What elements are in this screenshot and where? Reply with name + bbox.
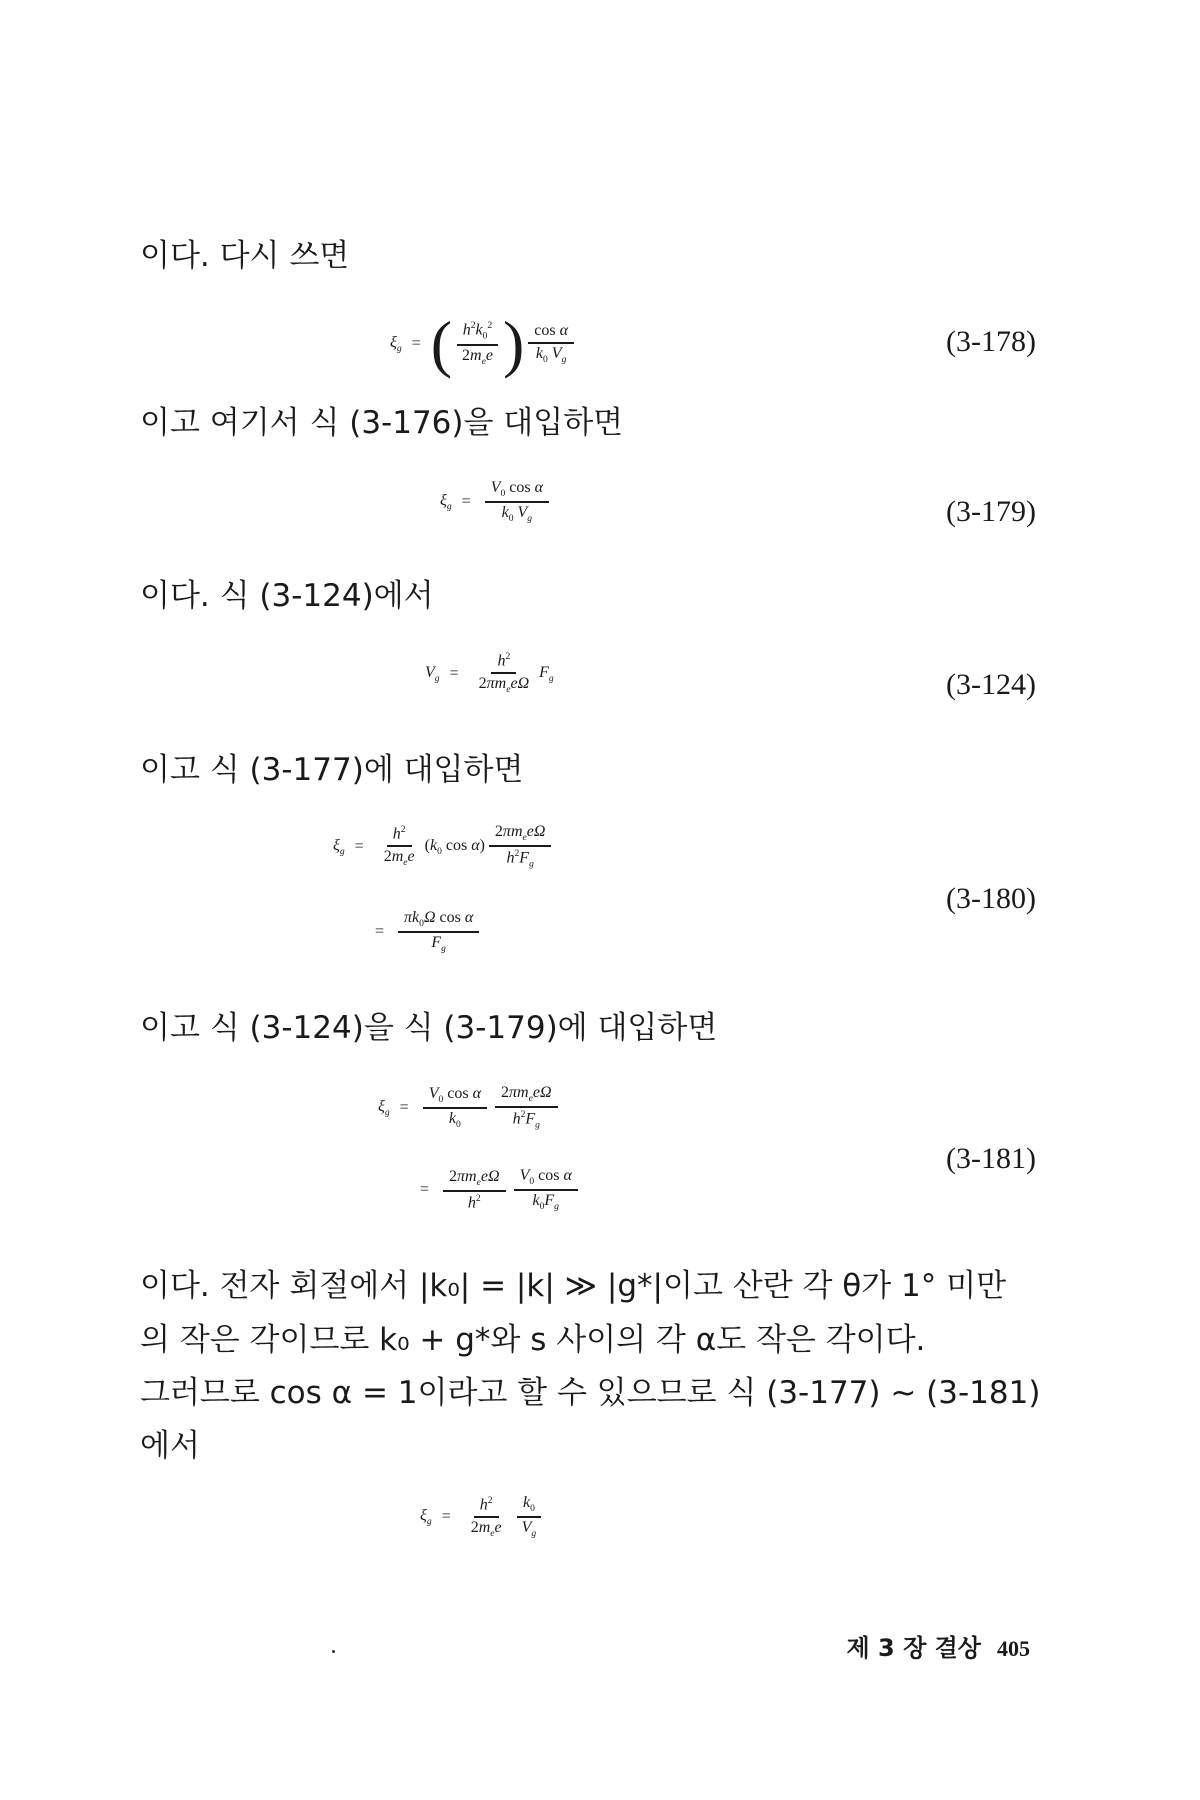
- paragraph-1: 이다. 다시 쓰면: [140, 238, 350, 274]
- equation-number: (3-179): [946, 495, 1036, 528]
- page-number: 405: [997, 1636, 1030, 1661]
- equation-3-179: $\xi_g$ = $\frac{V_0 \cos \alpha}{k_0 V_g}$: [440, 480, 553, 525]
- equation-3-180-line2: = $\frac{\pi k_0\Omega \cos \alpha}{F_g}$: [375, 910, 483, 955]
- equation-3-124: $V_g$ = $\frac{h^2}{2\pi m_ee\Omega}$ $F_g$: [425, 651, 554, 696]
- chapter-title: 제 3 장 결상: [846, 1634, 981, 1662]
- paragraph-5: 이고 식 (3-124)을 식 (3-179)에 대입하면: [140, 1010, 718, 1046]
- equation-3-181-line2: = $\frac{2\pi m_ee\Omega}{h^2}$ $\frac{V_0 \cos \alpha}{k_0F_g}$: [420, 1168, 582, 1213]
- equation-final: $\xi_g$ = $\frac{h^2}{2m_ee}$ $\frac{k_0}{V_g}$: [420, 1495, 546, 1540]
- page-footer: [846, 1628, 1030, 1663]
- equation-number: (3-124): [946, 668, 1036, 701]
- paragraph-3: 이다. 식 (3-124)에서: [140, 578, 434, 614]
- paragraph-6-line4: 에서: [140, 1428, 200, 1464]
- speck: [332, 1650, 335, 1653]
- equation-number: (3-178): [946, 325, 1036, 358]
- paragraph-2: 이고 여기서 식 (3-176)을 대입하면: [140, 405, 624, 441]
- equation-number: (3-181): [946, 1142, 1036, 1175]
- equation-3-180-line1: $\xi_g$ = $\frac{h^2}{2m_ee}$ ($k_0$ cos α) $\frac{2\pi m_ee\Omega}{h^2F_g}$: [333, 824, 555, 870]
- equation-number: (3-180): [946, 882, 1036, 915]
- paragraph-6-line3: 그러므로 cos α = 1이라고 할 수 있으므로 식 (3-177) ~ (3-181): [140, 1375, 1041, 1411]
- paragraph-6-line1: 이다. 전자 회절에서 |k₀| = |k| ≫ |g*|이고 산란 각 θ가 1° 미만: [140, 1268, 1007, 1304]
- equation-3-178: $\xi_g$ = ( $\frac{h^2k_0^2}{2m_ee}$ ) $\frac{\text{cos α}}{k_0 V_g}$: [390, 312, 578, 376]
- paragraph-6-line2: 의 작은 각이므로 k₀ + g*와 s 사이의 각 α도 작은 각이다.: [140, 1322, 926, 1358]
- equation-3-181-line1: $\xi_g$ = $\frac{V_0 \cos \alpha}{k_0}$ $\frac{2\pi m_ee\Omega}{h^2F_g}$: [378, 1085, 562, 1131]
- paragraph-4: 이고 식 (3-177)에 대입하면: [140, 752, 524, 788]
